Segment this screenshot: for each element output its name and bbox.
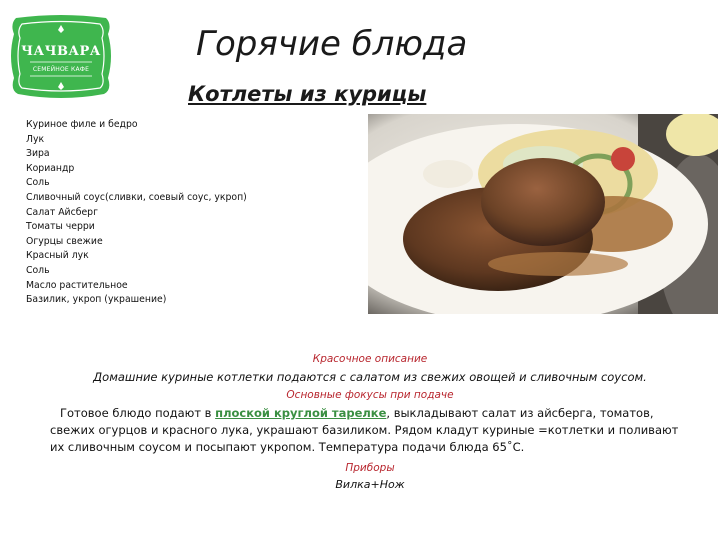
serving-text-start: Готовое блюдо подают в	[60, 406, 216, 420]
ingredient-item: Красный лук	[26, 250, 89, 262]
ingredients-list	[26, 118, 247, 308]
logo-subtitle: СЕМЕЙНОЕ КАФЕ	[32, 66, 90, 73]
ingredient-item: Сливочный соус(сливки, соевый соус, укроп)	[26, 191, 247, 203]
description-text: Домашние куриные котлетки подаются с салатом из свежих овощей и сливочным соусом.	[93, 370, 647, 384]
dish-photo	[368, 114, 718, 314]
serving-text	[50, 405, 690, 456]
ingredient-item: Соль	[26, 264, 50, 276]
serving-text-end: , выкладывают салат из айсберга, томатов, свежих огурцов и красного лука, украшают базиликом. Рядом кладут куриные =котлетки и поливают их сливочным соусом и посыпают укропом. Температура подачи блюда 65˚С.	[50, 406, 679, 454]
description-heading: Красочное описание	[312, 353, 428, 365]
cutlery-heading: Приборы	[345, 462, 395, 474]
ingredient-item: Кориандр	[26, 162, 75, 174]
ingredient-item: Соль	[26, 177, 50, 189]
serving-heading: Основные фокусы при подаче	[286, 389, 454, 401]
description-section	[40, 352, 700, 402]
ingredient-item: Огурцы свежие	[26, 235, 103, 247]
dish-title: Котлеты из курицы	[188, 82, 427, 106]
brand-logo	[8, 14, 114, 98]
cutlery-value: Вилка+Нож	[335, 478, 405, 491]
dish-photo-image	[368, 114, 718, 314]
logo-name: ЧАЧВАРА	[21, 44, 101, 59]
plate-link[interactable]: плоской круглой тарелке	[215, 406, 387, 420]
ingredient-item: Базилик, укроп (украшение)	[26, 294, 167, 306]
ingredient-item: Лук	[26, 133, 45, 145]
ingredient-item: Томаты черри	[26, 221, 95, 233]
ingredient-item: Масло растительное	[26, 279, 128, 291]
ingredient-item: Куриное филе и бедро	[26, 119, 138, 130]
ingredient-item: Зира	[26, 148, 50, 160]
cutlery-section	[40, 461, 700, 493]
ingredient-item: Салат Айсберг	[26, 206, 98, 218]
page-title: Горячие блюда	[196, 24, 468, 64]
